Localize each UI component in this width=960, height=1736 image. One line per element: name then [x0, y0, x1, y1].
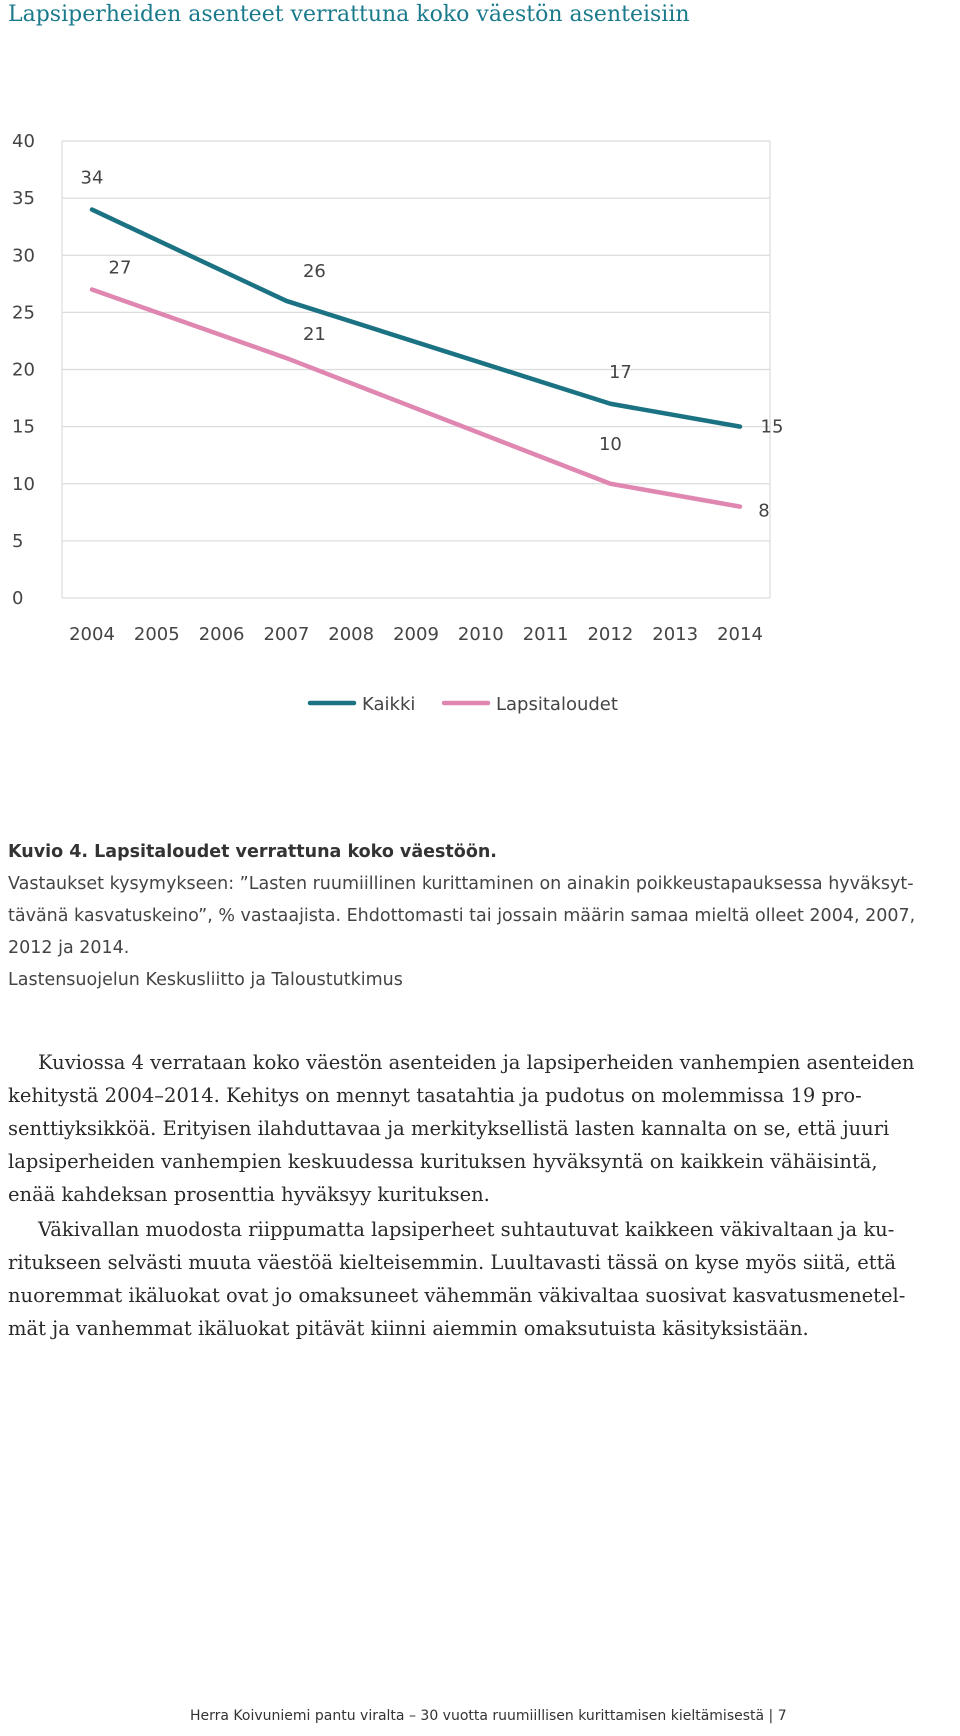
- paragraph-line: Väkivallan muodosta riippumatta lapsiperheet suhtautuvat kaikkeen väkivaltaan ja ku-: [38, 1218, 895, 1241]
- y-tick-label: 40: [12, 131, 35, 152]
- paragraph-line: nuoremmat ikäluokat ovat jo omaksuneet vähemmän väkivaltaa suosivat kasvatusmenetel-: [8, 1284, 906, 1307]
- paragraph-line: ritukseen selvästi muuta väestöä kielteisemmin. Luultavasti tässä on kyse myös siitä, että: [8, 1251, 897, 1274]
- line-chart: [0, 120, 960, 800]
- figure-caption-line: 2012 ja 2014.: [8, 938, 130, 958]
- figure-caption: [8, 836, 948, 996]
- x-tick-label: 2006: [198, 624, 245, 645]
- figure-caption-title: Kuvio 4. Lapsitaloudet verrattuna koko väestöön.: [8, 842, 497, 862]
- y-axis-tick-labels: [12, 131, 35, 609]
- legend-label: Kaikki: [362, 694, 416, 715]
- chart-gridlines: [62, 141, 770, 598]
- x-tick-label: 2014: [717, 624, 763, 645]
- y-tick-label: 20: [12, 359, 35, 381]
- x-tick-label: 2012: [587, 624, 634, 645]
- x-axis-tick-labels: [69, 624, 763, 645]
- y-tick-label: 25: [12, 302, 35, 324]
- paragraph-line: kehitystä 2004–2014. Kehitys on mennyt tasatahtia ja pudotus on molemmissa 19 pro-: [8, 1084, 862, 1107]
- paragraph: [8, 1213, 952, 1345]
- paragraph-line: Kuviossa 4 verrataan koko väestön asenteiden ja lapsiperheiden vanhempien asenteiden: [38, 1051, 915, 1074]
- chart-legend: [310, 694, 618, 715]
- series-line-kaikki: [92, 210, 740, 427]
- data-label: 27: [108, 257, 132, 279]
- paragraph-line: senttiyksikköä. Erityisen ilahduttavaa ja merkityksellistä lasten kannalta on se, että juuri: [8, 1117, 890, 1140]
- paragraph-line: lapsiperheiden vanhempien keskuudessa kurituksen hyväksyntä on kaikkein vähäisintä,: [8, 1150, 878, 1173]
- legend-label: Lapsitaloudet: [496, 694, 618, 715]
- x-tick-label: 2010: [457, 624, 504, 645]
- y-tick-label: 5: [12, 530, 24, 552]
- y-tick-label: 35: [12, 188, 35, 210]
- data-label: 21: [302, 324, 326, 346]
- series-line-lapsitaloudet: [92, 290, 740, 507]
- data-label: 10: [598, 433, 622, 455]
- y-tick-label: 10: [12, 473, 35, 495]
- data-label: 17: [608, 361, 632, 383]
- figure-caption-line: Vastaukset kysymykseen: ”Lasten ruumiillinen kurittaminen on ainakin poikkeustapauksessa hyväksyt-: [8, 874, 914, 894]
- x-tick-label: 2008: [328, 624, 375, 645]
- data-label: 15: [760, 416, 784, 438]
- paragraph-line: mät ja vanhemmat ikäluokat pitävät kiinni aiemmin omaksutuista käsityksistään.: [8, 1317, 809, 1340]
- x-tick-label: 2011: [522, 624, 569, 645]
- page-footer: Herra Koivuniemi pantu viralta – 30 vuotta ruumiillisen kurittamisen kieltämisestä | 7: [190, 1708, 787, 1724]
- y-tick-label: 0: [12, 588, 24, 609]
- chart-data-labels: [81, 168, 784, 522]
- data-label: 34: [80, 167, 104, 189]
- data-label: 26: [302, 260, 326, 282]
- y-tick-label: 15: [12, 416, 35, 438]
- figure-caption-source: Lastensuojelun Keskusliitto ja Taloustutkimus: [8, 970, 403, 990]
- x-tick-label: 2009: [393, 624, 439, 645]
- chart-series-lines: [92, 210, 740, 507]
- x-tick-label: 2013: [652, 624, 699, 645]
- x-tick-label: 2004: [69, 624, 115, 645]
- y-tick-label: 30: [12, 245, 35, 267]
- data-label: 8: [758, 500, 770, 522]
- body-text: [8, 1046, 952, 1345]
- paragraph: [8, 1046, 952, 1211]
- x-tick-label: 2007: [263, 624, 310, 645]
- paragraph-line: enää kahdeksan prosenttia hyväksyy kurituksen.: [8, 1183, 490, 1206]
- figure-caption-line: tävänä kasvatuskeino”, % vastaajista. Ehdottomasti tai jossain määrin samaa mieltä olleet 2004, 2007,: [8, 906, 916, 926]
- page-title: Lapsiperheiden asenteet verrattuna koko väestön asenteisiin: [8, 2, 690, 27]
- x-tick-label: 2005: [133, 624, 180, 645]
